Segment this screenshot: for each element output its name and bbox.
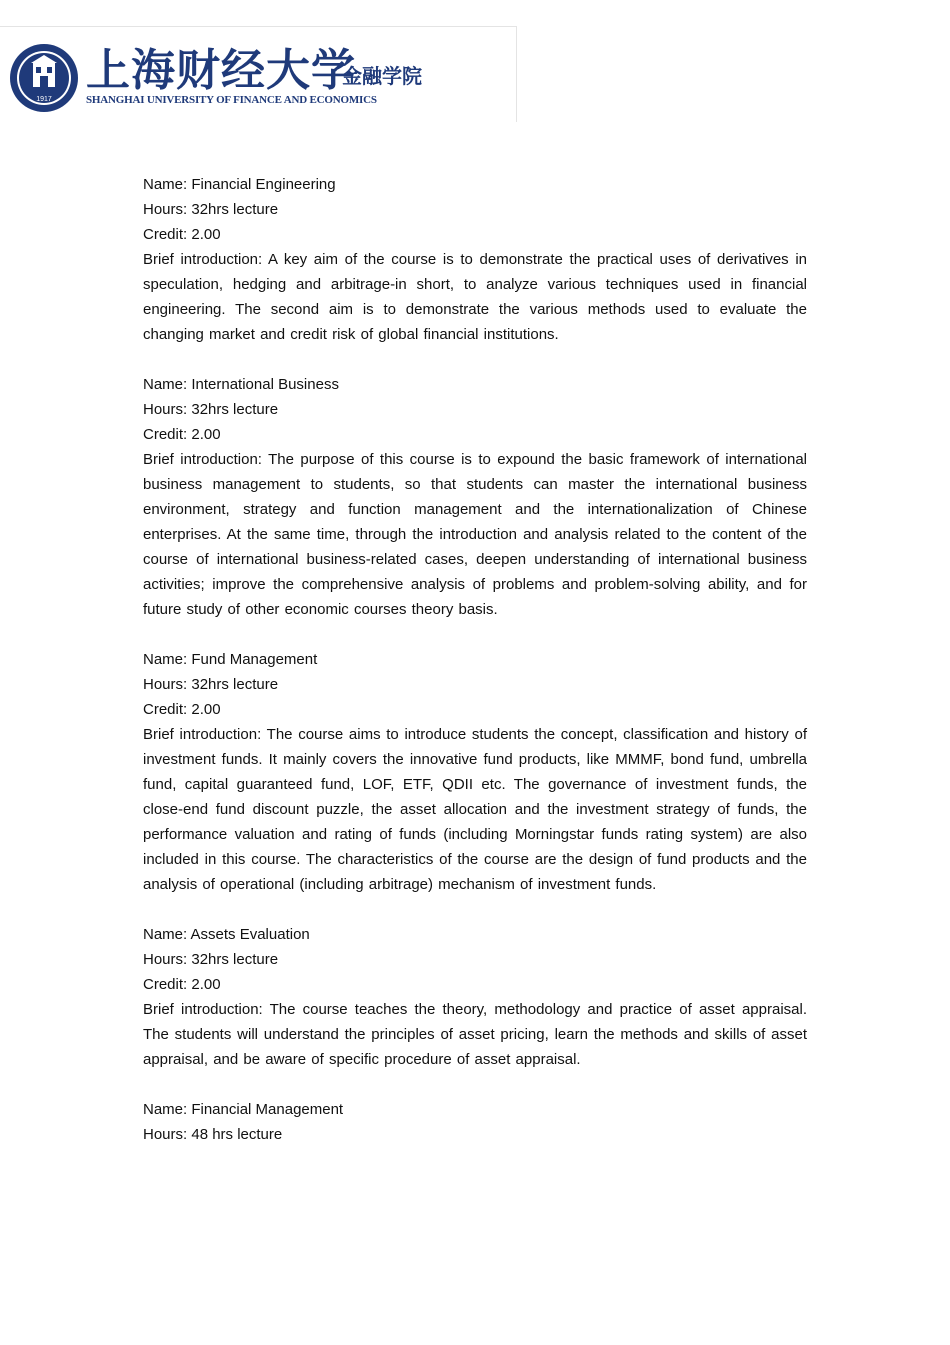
course-intro: Brief introduction: The purpose of this course is to expound the basic framework of international business management to students, so that students can master the international business environment, strategy and function management and the internationalization of Chinese enterprises. At the same time, through the introduction and analysis related to the content of the course of international business-related cases, deepen understanding of international business activities; improve the comprehensive analysis of problems and problem-solving ability, and for future study of other economic courses theory basis.	[143, 451, 807, 618]
course-entry	[143, 172, 807, 347]
course-entry	[143, 647, 807, 897]
school-name-cn: 金融学院	[342, 64, 422, 88]
course-credit: Credit: 2.00	[143, 426, 221, 443]
course-name: Name: Financial Engineering	[143, 176, 336, 193]
course-name: Name: Financial Management	[143, 1101, 344, 1118]
course-credit: Credit: 2.00	[143, 976, 221, 993]
course-entry	[143, 922, 807, 1072]
course-name: Name: International Business	[143, 376, 339, 393]
course-name: Name: Fund Management	[143, 651, 318, 668]
course-credit: Credit: 2.00	[143, 701, 221, 718]
university-header	[0, 26, 517, 122]
course-name: Name: Assets Evaluation	[143, 926, 310, 943]
course-hours: Hours: 32hrs lecture	[143, 676, 279, 693]
university-name-cn: 上海财经大学	[86, 45, 356, 96]
university-seal-icon	[9, 43, 79, 113]
university-name-en: SHANGHAI UNIVERSITY OF FINANCE AND ECONOMICS	[86, 94, 377, 106]
course-intro: Brief introduction: A key aim of the course is to demonstrate the practical uses of derivatives in speculation, hedging and arbitrage-in short, to analyze various techniques used in financial engineering. The second aim is to demonstrate the various methods used to evaluate the changing market and credit risk of global financial institutions.	[143, 251, 807, 343]
course-list	[143, 172, 807, 1172]
course-hours: Hours: 32hrs lecture	[143, 401, 279, 418]
course-hours: Hours: 48 hrs lecture	[143, 1126, 283, 1143]
course-hours: Hours: 32hrs lecture	[143, 951, 279, 968]
course-entry	[143, 372, 807, 622]
course-hours: Hours: 32hrs lecture	[143, 201, 279, 218]
course-intro: Brief introduction: The course teaches the theory, methodology and practice of asset appraisal. The students will understand the principles of asset pricing, learn the methods and skills of asset appraisal, and be aware of specific procedure of asset appraisal.	[143, 1001, 807, 1068]
course-intro: Brief introduction: The course aims to introduce students the concept, classification and history of investment funds. It mainly covers the innovative fund products, like MMMF, bond fund, umbrella fund, capital guaranteed fund, LOF, ETF, QDII etc. The governance of investment funds, the close-end fund discount puzzle, the asset allocation and the investment strategy of funds, the performance valuation and rating of funds (including Morningstar funds rating system) are also included in this course. The characteristics of the course are the design of fund products and the analysis of operational (including arbitrage) mechanism of investment funds.	[143, 726, 807, 893]
course-entry	[143, 1097, 807, 1147]
course-credit: Credit: 2.00	[143, 226, 221, 243]
seal-year: 1917	[36, 96, 52, 103]
